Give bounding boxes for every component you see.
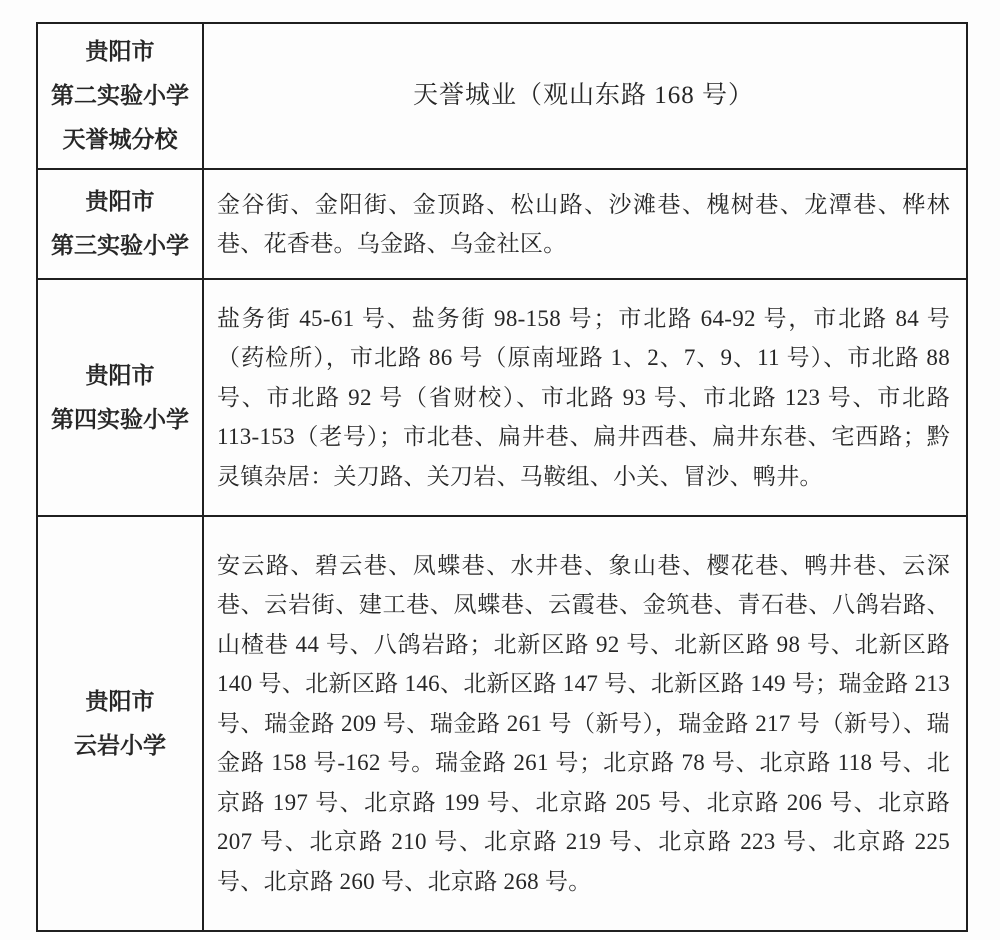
school-name-line: 贵阳市 xyxy=(85,39,155,64)
school-name-line: 云岩小学 xyxy=(74,732,166,758)
school-name-line: 天誉城分校 xyxy=(62,127,178,152)
district-streets-cell: 金谷街、金阳街、金顶路、松山路、沙滩巷、槐树巷、龙潭巷、桦林巷、花香巷。乌金路、乌金社区。 xyxy=(203,169,967,279)
school-name-line: 贵阳市 xyxy=(85,189,155,214)
school-name-line: 贵阳市 xyxy=(85,362,155,388)
district-streets-cell: 天誉城业（观山东路 168 号） xyxy=(203,23,967,169)
school-name-cell xyxy=(37,23,203,169)
school-name-cell xyxy=(37,279,203,516)
table-row xyxy=(37,169,967,279)
school-name-line: 第三实验小学 xyxy=(51,233,189,258)
school-name-cell xyxy=(37,169,203,279)
table-row xyxy=(37,23,967,169)
school-district-table xyxy=(36,22,968,932)
district-streets-cell: 安云路、碧云巷、凤蝶巷、水井巷、象山巷、樱花巷、鸭井巷、云深巷、云岩街、建工巷、凤蝶巷、云霞巷、金筑巷、青石巷、八鸽岩路、山楂巷 44 号、八鸽岩路；北新区路 92 号、北新区路 98 号、北新区路 140 号、北新区路 146、北新区路 147 号、北新区路 149 号；瑞金路 213 号、瑞金路 209 号、瑞金路 261 号（新号），瑞金路 217 号（新号）、瑞金路 158 号-162 号。瑞金路 261 号；北京路 78 号、北京路 118 号、北京路 197 号、北京路 199 号、北京路 205 号、北京路 206 号、北京路 207 号、北京路 210 号、北京路 219 号、北京路 223 号、北京路 225 号、北京路 260 号、北京路 268 号。 xyxy=(203,516,967,931)
school-name-cell xyxy=(37,516,203,931)
school-name-line: 第四实验小学 xyxy=(51,406,189,432)
table-row xyxy=(37,516,967,931)
table-row xyxy=(37,279,967,516)
school-name-line: 第二实验小学 xyxy=(51,83,189,108)
district-streets-cell: 盐务街 45-61 号、盐务街 98-158 号；市北路 64-92 号，市北路 84 号（药检所），市北路 86 号（原南垭路 1、2、7、9、11 号）、市北路 88 号、市北路 92 号（省财校）、市北路 93 号、市北路 123 号、市北路 113-153（老号）；市北巷、扁井巷、扁井西巷、扁井东巷、宅西路；黔灵镇杂居：关刀路、关刀岩、马鞍组、小关、冒沙、鸭井。 xyxy=(203,279,967,516)
school-name-line: 贵阳市 xyxy=(85,688,155,714)
